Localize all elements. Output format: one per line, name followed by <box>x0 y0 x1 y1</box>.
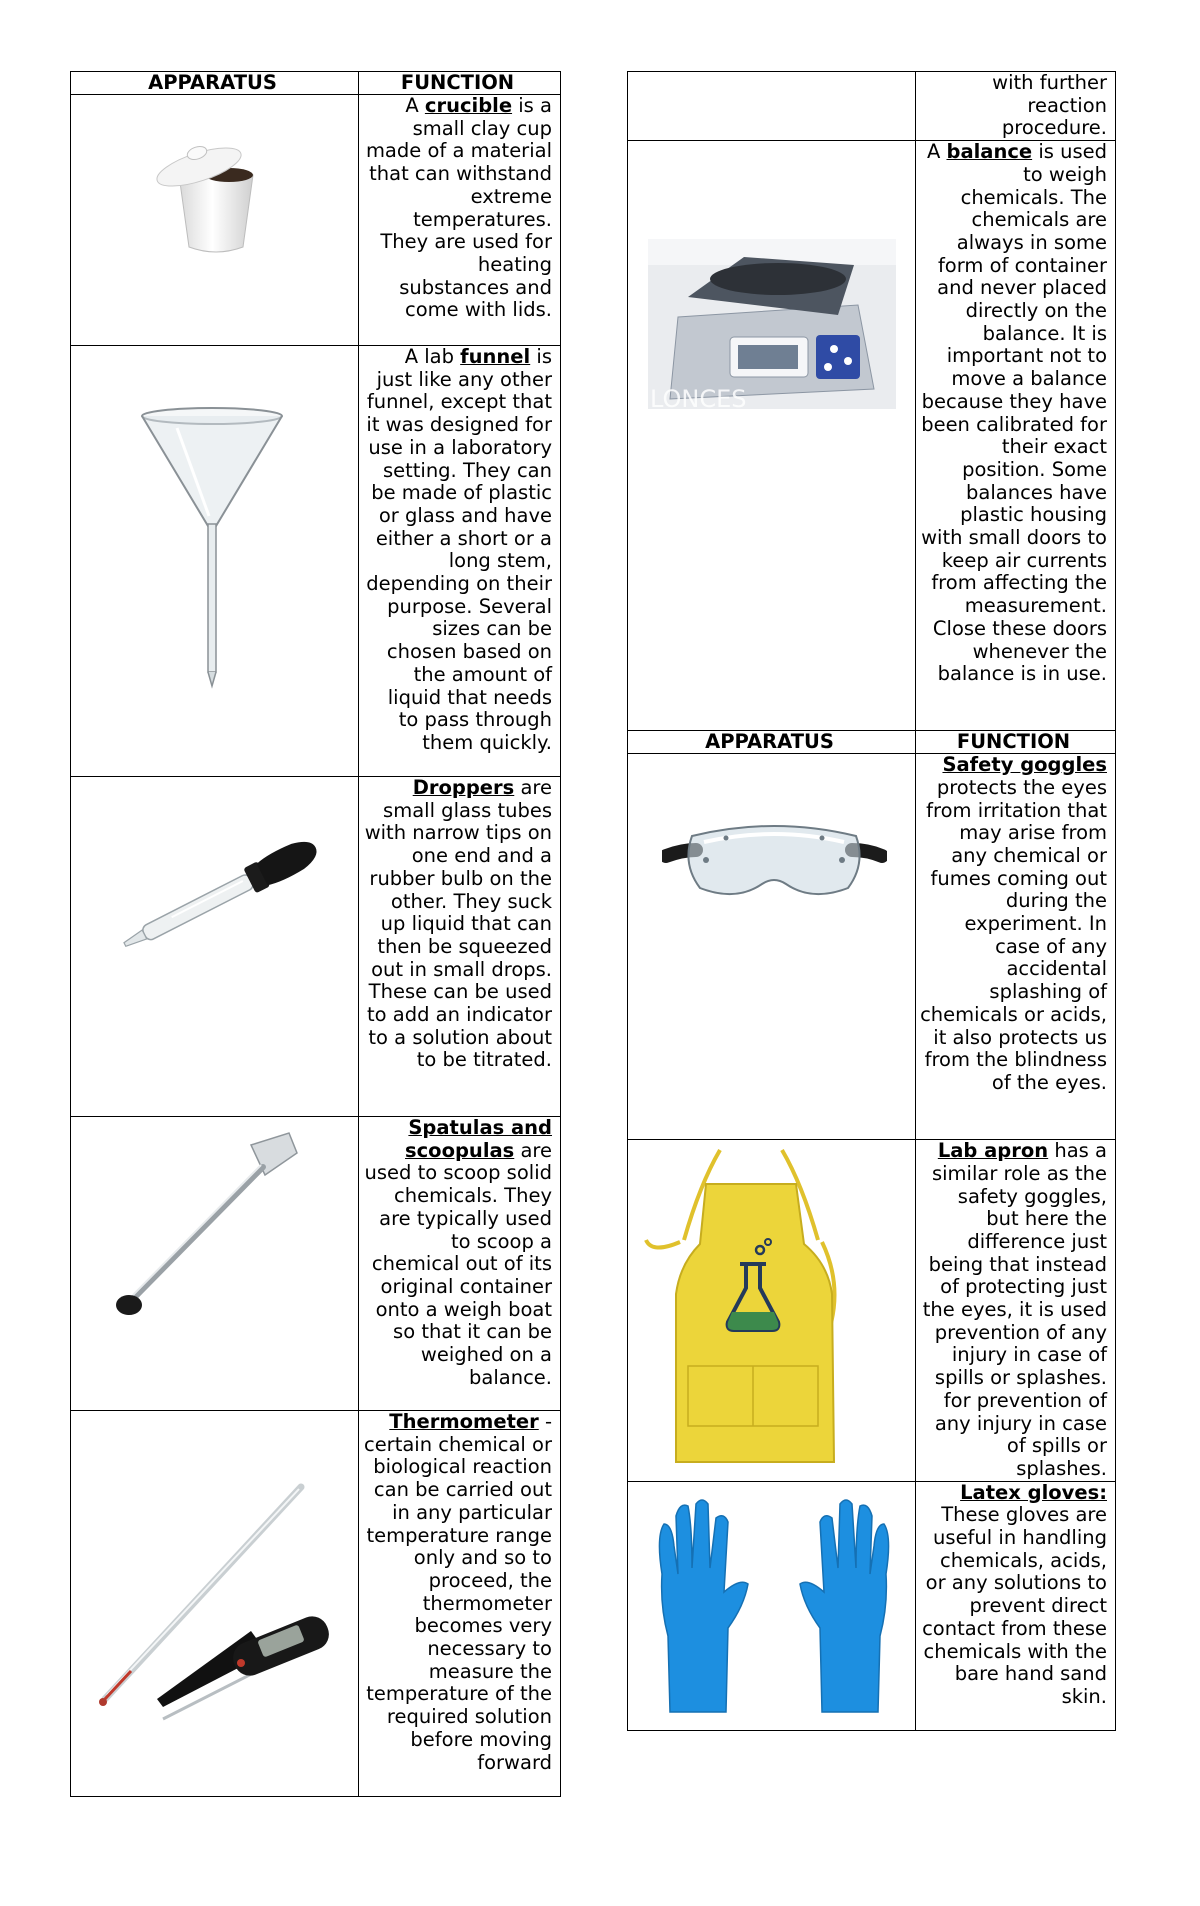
apparatus-header: APPARATUS <box>71 72 359 95</box>
left-apparatus-table <box>70 71 561 1797</box>
function-description: protects the eyes from irritation that may arise from any chemical or fumes coming out during the experiment. In case of any accidental splashing of chemicals or acids, it also protects us from the blindness of the eyes. <box>920 775 1107 1094</box>
table-header-row <box>628 731 1116 754</box>
apparatus-term: Thermometer <box>389 1410 539 1433</box>
apparatus-term: Safety goggles <box>942 753 1107 777</box>
function-text <box>359 1411 561 1797</box>
balance-photo-caption: LONCES <box>650 385 747 410</box>
function-text <box>916 141 1116 731</box>
apparatus-term: funnel <box>460 345 531 368</box>
goggles-icon <box>662 810 887 910</box>
function-text <box>916 754 1116 1140</box>
table-row <box>71 1117 561 1411</box>
table-row <box>71 95 561 346</box>
crucible-icon <box>141 125 291 265</box>
gloves-icon <box>644 1496 904 1722</box>
balance-icon <box>648 239 896 409</box>
apparatus-term: Lab apron <box>937 1139 1049 1163</box>
apparatus-image-cell <box>71 346 359 777</box>
apparatus-image-cell <box>628 1140 916 1482</box>
function-text <box>359 346 561 777</box>
apron-icon <box>642 1144 862 1474</box>
apparatus-header: APPARATUS <box>628 731 916 754</box>
function-prefix: A lab <box>404 345 461 368</box>
apparatus-term: Latex gloves: <box>960 1480 1107 1504</box>
table-row <box>628 72 1116 141</box>
apparatus-image-cell <box>71 95 359 346</box>
function-text <box>916 1481 1116 1730</box>
table-row <box>628 1481 1116 1730</box>
function-description: is a small clay cup made of a material that can withstand extreme temperatures. They are used for heating substances and come with lids. <box>365 94 552 322</box>
table-row <box>628 1140 1116 1482</box>
dropper-icon <box>107 835 337 955</box>
function-prefix: A <box>405 94 425 117</box>
function-description: - certain chemical or biological reaction can be carried out in any particular temperature range only and so to proceed, the thermometer becomes very necessary to measure the temperature of the required solution before moving forward <box>363 1410 552 1774</box>
table-header-row <box>71 72 561 95</box>
function-text <box>916 1140 1116 1482</box>
apparatus-term: Droppers <box>412 776 515 799</box>
table-row <box>71 1411 561 1797</box>
apparatus-image-cell <box>628 1481 916 1730</box>
function-text: with further reaction procedure. <box>916 72 1116 141</box>
funnel-icon <box>137 406 287 696</box>
function-header: FUNCTION <box>359 72 561 95</box>
function-text <box>359 777 561 1117</box>
apparatus-image-cell <box>71 1411 359 1797</box>
function-description: is just like any other funnel, except that it was designed for use in a laboratory setting. They can be made of plastic or glass and have either a short or a long stem, depending on their purpose. Several sizes can be chosen based on the amount of liquid that needs to pass through them quickly. <box>366 345 552 754</box>
apparatus-image-cell <box>71 777 359 1117</box>
apparatus-image-cell <box>628 72 916 141</box>
thermometer-icon <box>91 1481 351 1721</box>
apparatus-term: balance <box>946 140 1033 164</box>
function-description: has a similar role as the safety goggles, but here the difference just being that instead of protecting just the eyes, it is used prevention of any injury in case of spills or splashes. for prevention of any injury in case of spills or splashes. <box>922 1139 1107 1480</box>
function-description: is used to weigh chemicals. The chemicals are always in some form of container and never placed directly on the balance. It is important not to move a balance because they have been calibrated for their exact position. Some balances have plastic housing with small doors to keep air currents from affecting the measurement. Close these doors whenever the balance is in use. <box>921 140 1107 686</box>
table-row <box>71 346 561 777</box>
spatula-icon <box>111 1123 311 1323</box>
right-apparatus-table <box>627 71 1116 1731</box>
function-text <box>359 95 561 346</box>
apparatus-term: crucible <box>424 94 513 117</box>
apparatus-term: Spatulas and scoopulas <box>405 1116 552 1162</box>
apparatus-image-cell <box>71 1117 359 1411</box>
table-row <box>71 777 561 1117</box>
apparatus-image-cell <box>628 141 916 731</box>
function-description: These gloves are useful in handling chemicals, acids, or any solutions to prevent direct contact from these chemicals with the bare hand sand skin. <box>922 1503 1107 1708</box>
function-description: are small glass tubes with narrow tips on one end and a rubber bulb on the other. They suck up liquid that can then be squeezed out in small drops. These can be used to add an indicator to a solution about to be titrated. <box>364 776 552 1072</box>
table-row <box>628 754 1116 1140</box>
function-prefix: A <box>926 140 947 164</box>
function-text <box>359 1117 561 1411</box>
function-description: are used to scoop solid chemicals. They are typically used to scoop a chemical out of its original container onto a weigh boat so that it can be weighed on a balance. <box>364 1138 552 1389</box>
table-row <box>628 141 1116 731</box>
apparatus-image-cell <box>628 754 916 1140</box>
function-header: FUNCTION <box>916 731 1116 754</box>
